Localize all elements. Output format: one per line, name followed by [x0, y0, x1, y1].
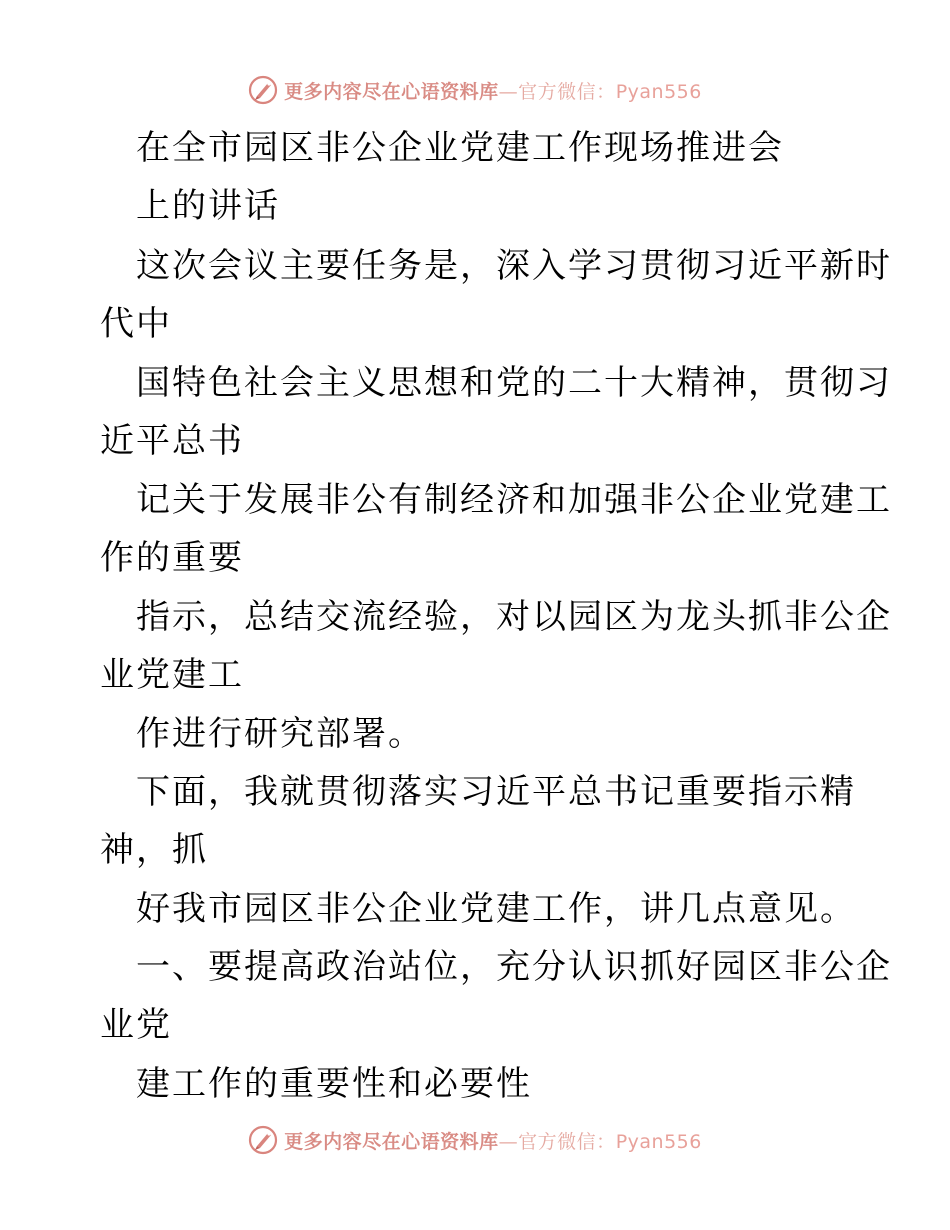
doc-line: 业党 [100, 1005, 172, 1045]
doc-line: 好我市园区非公企业党建工作，讲几点意见。 [136, 889, 856, 929]
watermark-sub-text: 官方微信： [518, 80, 616, 103]
doc-line: 作进行研究部署。 [136, 714, 424, 754]
doc-line: 近平总书 [100, 421, 244, 461]
watermark-sub-text: 官方微信： [518, 1130, 616, 1153]
watermark-id-text: Pyan556 [615, 80, 702, 103]
doc-line: 一、要提高政治站位，充分认识抓好园区非公企 [136, 947, 892, 987]
doc-line: 代中 [100, 304, 172, 344]
doc-line: 这次会议主要任务是，深入学习贯彻习近平新时 [136, 246, 892, 286]
doc-line: 指示，总结交流经验，对以园区为龙头抓非公企 [136, 597, 892, 637]
watermark-dash: — [498, 80, 519, 103]
doc-line: 记关于发展非公有制经济和加强非公企业党建工 [136, 480, 892, 520]
watermark-id-text: Pyan556 [615, 1130, 702, 1153]
watermark-main-text: 更多内容尽在心语资料库 [284, 80, 499, 103]
doc-line: 下面，我就贯彻落实习近平总书记重要指示精 [136, 772, 856, 812]
doc-line: 在全市园区非公企业党建工作现场推进会 [136, 128, 784, 168]
doc-line: 神，抓 [100, 830, 208, 870]
doc-line: 建工作的重要性和必要性 [136, 1064, 532, 1104]
watermark-main-text: 更多内容尽在心语资料库 [284, 1130, 499, 1153]
doc-line: 国特色社会主义思想和党的二十大精神，贯彻习 [136, 363, 892, 403]
pen-logo-icon [248, 1125, 278, 1155]
doc-line: 业党建工 [100, 655, 244, 695]
doc-line: 上的讲话 [136, 186, 280, 226]
footer-watermark [0, 1120, 950, 1160]
watermark-dash: — [498, 1130, 519, 1153]
doc-line: 作的重要 [100, 538, 244, 578]
